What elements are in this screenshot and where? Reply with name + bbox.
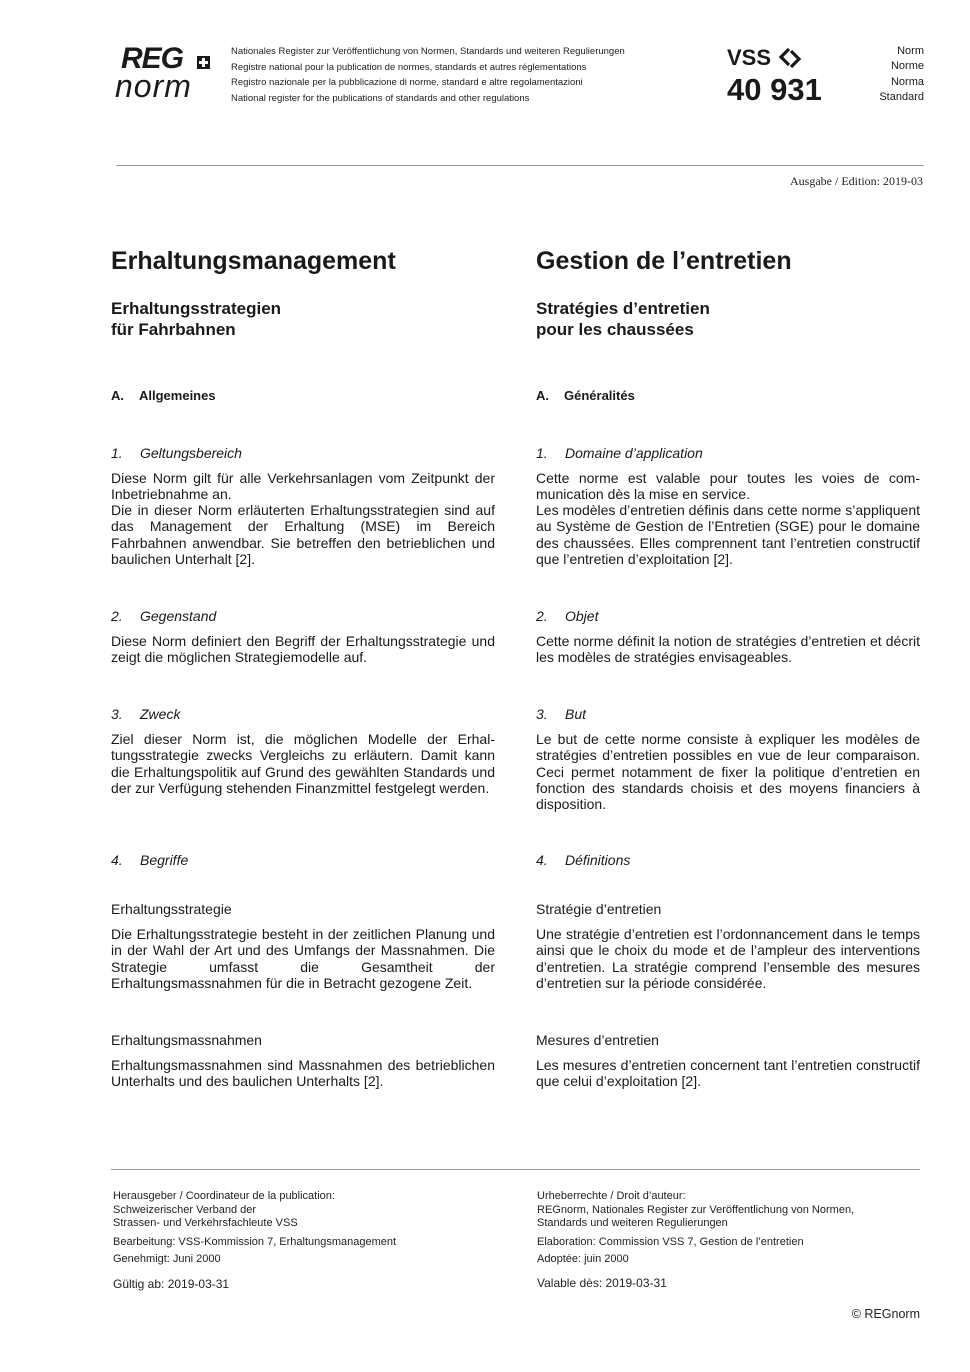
logo-reg-text: REG <box>121 42 184 75</box>
valid-from-de: Gültig ab: 2019-03-31 <box>113 1277 230 1291</box>
register-line-en: National register for the publications of standards and other regulations <box>231 92 530 104</box>
subheading-definitions-fr <box>536 852 630 868</box>
term-strategy-definition-fr: Une stratégie d’entretien est l’ordonnancement dans le temps ainsi que le choix du mode et de l’ampleur des interventions d’entretien. La stratégie comprend l’ensemble des mesures d’entretien sur la période considérée. <box>536 926 920 991</box>
subheading-number: 2. <box>536 608 548 624</box>
subtitle-line: Erhaltungsstrategien <box>111 299 282 318</box>
term-measures-definition-fr: Les mesures d’entretien concernent tant l’entretien constructif que celui d’exploitation [2]. <box>536 1057 920 1090</box>
page-title-fr: Gestion de l’entretien <box>536 247 792 275</box>
scope-paragraph-1-de: Diese Norm gilt für alle Verkehrsanlagen vom Zeitpunkt der Inbetriebnahme an. <box>111 470 495 503</box>
page-title-de: Erhaltungsmanagement <box>111 247 396 275</box>
subheading-number: 4. <box>111 852 123 868</box>
copyright-notice: © REGnorm <box>851 1307 920 1321</box>
purpose-paragraph-de: Ziel dieser Norm ist, die möglichen Modelle der Erhaltungsstrategie zwecks Vergleichs zu erläutern. Damit kann die Erhaltungspolitik auf Grund des gewählten Standards und der zur Verfügung stehenden Finanzmittel festgelegt werden. <box>111 731 495 796</box>
subject-paragraph-de: Diese Norm definiert den Begriff der Erhaltungsstrategie und zeigt die möglichen Strategiemodelle auf. <box>111 633 495 666</box>
edition-label: Ausgabe / Edition: 2019-03 <box>790 174 923 188</box>
subheading-title: But <box>565 706 587 722</box>
subtitle-line: für Fahrbahnen <box>111 320 236 339</box>
term-measures-de: Erhaltungsmassnahmen <box>111 1032 262 1048</box>
copyright-line: REGnorm, Nationales Register zur Veröffentlichung von Normen, <box>537 1203 855 1216</box>
publisher-line: Herausgeber / Coordinateur de la publication: <box>113 1190 335 1202</box>
section-title: Généralités <box>564 388 635 403</box>
subtitle-fr <box>536 298 710 340</box>
valid-from-fr: Valable dès: 2019-03-31 <box>537 1276 667 1290</box>
standard-number: 40 931 <box>727 72 822 107</box>
section-heading-fr <box>536 388 635 403</box>
scope-paragraph-2-fr: Les modèles d’entretien définis dans cette norme s’appliquent au Système de Gestion de l’Entretien (SGE) pour le domaine des chaussées. Elles comprennent tant l’entretien constructif que l’entretien d’exploitation [2]. <box>536 502 920 567</box>
section-heading-de <box>111 388 216 403</box>
subtitle-line: Stratégies d’entretien <box>536 299 710 318</box>
footer-divider <box>111 1169 920 1170</box>
subheading-scope-fr <box>536 445 703 461</box>
subheading-number: 1. <box>111 445 123 461</box>
subheading-title: Begriffe <box>140 852 189 868</box>
publisher-line: Schweizerischer Verband der <box>113 1203 257 1216</box>
publisher-line: Strassen- und Verkehrsfachleute VSS <box>113 1217 298 1229</box>
subheading-title: Geltungsbereich <box>140 445 242 461</box>
approved-line: Genehmigt: Juni 2000 <box>113 1253 221 1265</box>
subheading-title: Domaine d’application <box>565 445 703 461</box>
term-strategy-definition-de: Die Erhaltungsstrategie besteht in der zeitlichen Planung und in der Wahl der Art und des Umfangs der Massnahmen. Die Strategie umfasst die Gesamtheit der Erhaltungsmassnahmen für die in Betracht gezogene Zeit. <box>111 926 495 991</box>
subheading-number: 4. <box>536 852 548 868</box>
subtitle-line: pour les chaussées <box>536 320 694 339</box>
doc-type-de: Norm <box>897 45 924 57</box>
scope-paragraph-1-fr: Cette norme est valable pour toutes les voies de communication dès la mise en service. <box>536 470 920 503</box>
footer-publisher-block <box>113 1190 396 1267</box>
copyright-line: Standards und weiteren Regulierungen <box>537 1217 728 1229</box>
subheading-number: 2. <box>111 608 123 624</box>
subheading-title: Gegenstand <box>140 608 217 624</box>
section-title: Allgemeines <box>139 388 216 403</box>
subheading-number: 3. <box>111 706 123 722</box>
term-strategy-fr: Stratégie d’entretien <box>536 901 662 917</box>
german-column <box>111 0 495 1372</box>
term-measures-definition-de: Erhaltungsmassnahmen sind Massnahmen des betrieblichen Unterhalts und des baulichen Unterhalts [2]. <box>111 1057 495 1090</box>
subheading-number: 1. <box>536 445 548 461</box>
processing-line: Bearbeitung: VSS-Kommission 7, Erhaltungsmanagement <box>113 1235 397 1248</box>
section-letter: A. <box>536 388 549 403</box>
doc-type-it: Norma <box>890 75 924 88</box>
doc-type-fr: Norme <box>890 60 924 73</box>
french-column <box>536 0 920 1372</box>
vss-logo-text: VSS <box>727 45 772 70</box>
subheading-subject-fr <box>536 608 598 624</box>
subheading-number: 3. <box>536 706 548 722</box>
adopted-line: Adoptée: juin 2000 <box>537 1253 629 1265</box>
register-line-it: Registro nazionale per la pubblicazione di norme, standard e altre regolamentazioni <box>231 77 583 88</box>
purpose-paragraph-fr: Le but de cette norme consiste à expliquer les modèles de stratégies d’entretien possibles en vue de leur comparaison. Ceci permet notamment de fixer la politique d’entretien en fonction des standards choisis et des moyens financiers à disposition. <box>536 731 920 813</box>
subject-paragraph-fr: Cette norme définit la notion de stratégies d’entretien et décrit les modèles de stratégies envisageables. <box>536 633 920 666</box>
subheading-scope-de <box>111 445 242 461</box>
elaboration-line: Elaboration: Commission VSS 7, Gestion de l’entretien <box>537 1235 804 1248</box>
subheading-title: Définitions <box>565 852 631 868</box>
term-measures-fr: Mesures d’entretien <box>536 1032 659 1048</box>
subtitle-de <box>111 298 281 340</box>
register-line-de: Nationales Register zur Veröffentlichung von Normen, Standards und weiteren Regulierungen <box>231 46 625 57</box>
footer-copyright-block <box>537 1190 854 1267</box>
term-strategy-de: Erhaltungsstrategie <box>111 901 232 917</box>
scope-paragraph-2-de: Die in dieser Norm erläuterten Erhaltungsstrategien sind auf das Management der Erhaltung (MSE) im Bereich Fahrbahnen anwendbar. Sie betreffen den betrieblichen und baulichen Unterhalt [2]. <box>111 502 495 567</box>
section-letter: A. <box>111 388 124 403</box>
logo-norm-text: norm <box>115 68 192 104</box>
subheading-subject-de <box>111 608 216 624</box>
copyright-line: Urheberrechte / Droit d’auteur: <box>537 1190 686 1202</box>
subheading-definitions-de <box>111 852 188 868</box>
subheading-purpose-fr <box>536 706 586 722</box>
subheading-title: Zweck <box>140 706 181 722</box>
register-line-fr: Registre national pour la publication de normes, standards et autres réglementations <box>231 61 587 73</box>
subheading-title: Objet <box>565 608 599 624</box>
doc-type-en: Standard <box>879 90 924 103</box>
subheading-purpose-de <box>111 706 180 722</box>
